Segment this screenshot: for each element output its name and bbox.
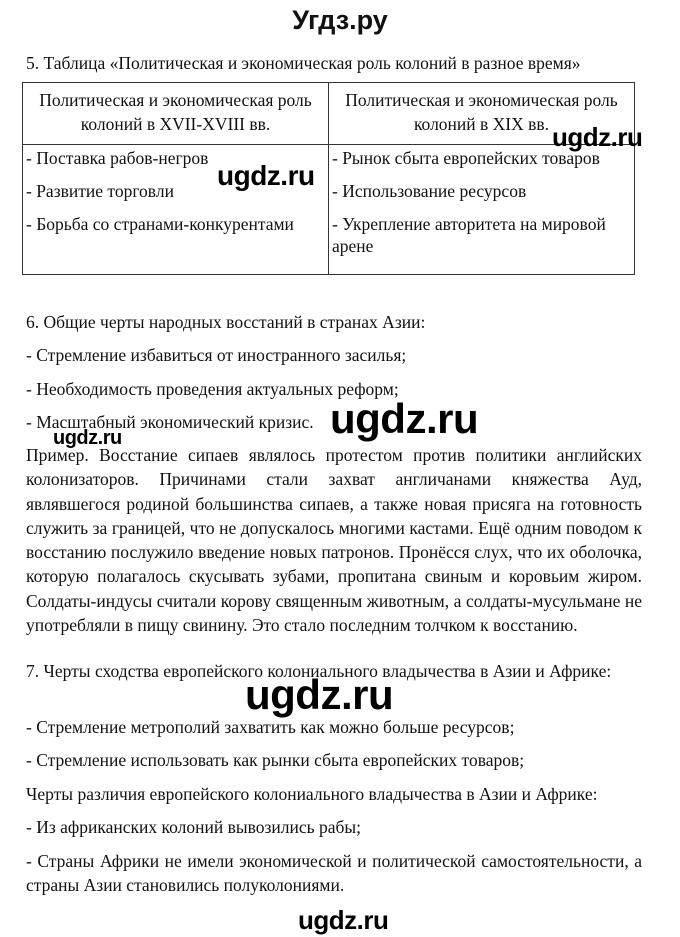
task7-similarity: - Стремление использовать как рынки сбыта европейских товаров; <box>26 750 525 770</box>
list-item: - Борьба со странами-конкурентами <box>26 214 294 234</box>
task5-title: 5. Таблица «Политическая и экономическая роль колоний в разное время» <box>26 53 581 73</box>
list-item: - Использование ресурсов <box>332 181 527 201</box>
task7-difference: - Из африканских колоний вывозились рабы; <box>26 817 362 837</box>
table-header-19: Политическая и экономическая роль колоний в XIX вв. <box>329 83 635 145</box>
task7-difference: - Страны Африки не имели экономической и политической самостоятельности, а страны Азии становились полуколониями. <box>26 851 642 896</box>
watermark: ugdz.ru <box>217 160 315 191</box>
table-cell-19 <box>329 145 635 275</box>
watermark: ugdz.ru <box>552 122 643 152</box>
list-item: - Рынок сбыта европейских товаров <box>332 148 600 168</box>
task7-differences-title: Черты различия европейского колониального владычества в Азии и Африке: <box>26 784 598 804</box>
table-header-17-18: Политическая и экономическая роль колоний в XVII-XVIII вв. <box>23 83 329 145</box>
task6-item: - Стремление избавиться от иностранного засилья; <box>26 345 407 365</box>
list-item: - Развитие торговли <box>26 181 174 201</box>
watermark: ugdz.ru <box>245 671 394 718</box>
task7-title: 7. Черты сходства европейского колониального владычества в Азии и Африке: <box>26 661 612 681</box>
list-item: - Поставка рабов-негров <box>26 148 209 168</box>
site-title: Угдз.ру <box>292 5 388 35</box>
colonies-role-table <box>22 82 635 275</box>
task6-item: - Масштабный экономический кризис. <box>26 412 314 432</box>
watermark: ugdz.ru <box>53 427 122 449</box>
task7-similarity: - Стремление метрополий захватить как можно больше ресурсов; <box>26 717 515 737</box>
task6-item: - Необходимость проведения актуальных реформ; <box>26 379 399 399</box>
task6-example: Пример. Восстание сипаев являлось протестом против политики английских колонизаторов. Причинами стали захват англичанами княжества Ауд, являвшегося родиной большинства сипаев, а также новая присяга на готовность служить за границей, что не допускалось многими кастами. Ещё одним поводом к восстанию послужило введение новых патронов. Пронёсся слух, что их оболочка, которую полагалось скусывать зубами, пропитана свиным и коровьим жиром. Солдаты-индусы считали корову священным животным, а солдаты-мусульмане не употребляли в пищу свинину. Это стало последним толчком к восстанию. <box>26 445 642 636</box>
watermark: ugdz.ru <box>330 395 479 442</box>
list-item: - Укрепление авторитета на мировой арене <box>332 214 606 256</box>
watermark: ugdz.ru <box>298 905 389 935</box>
task6-title: 6. Общие черты народных восстаний в странах Азии: <box>26 312 426 332</box>
